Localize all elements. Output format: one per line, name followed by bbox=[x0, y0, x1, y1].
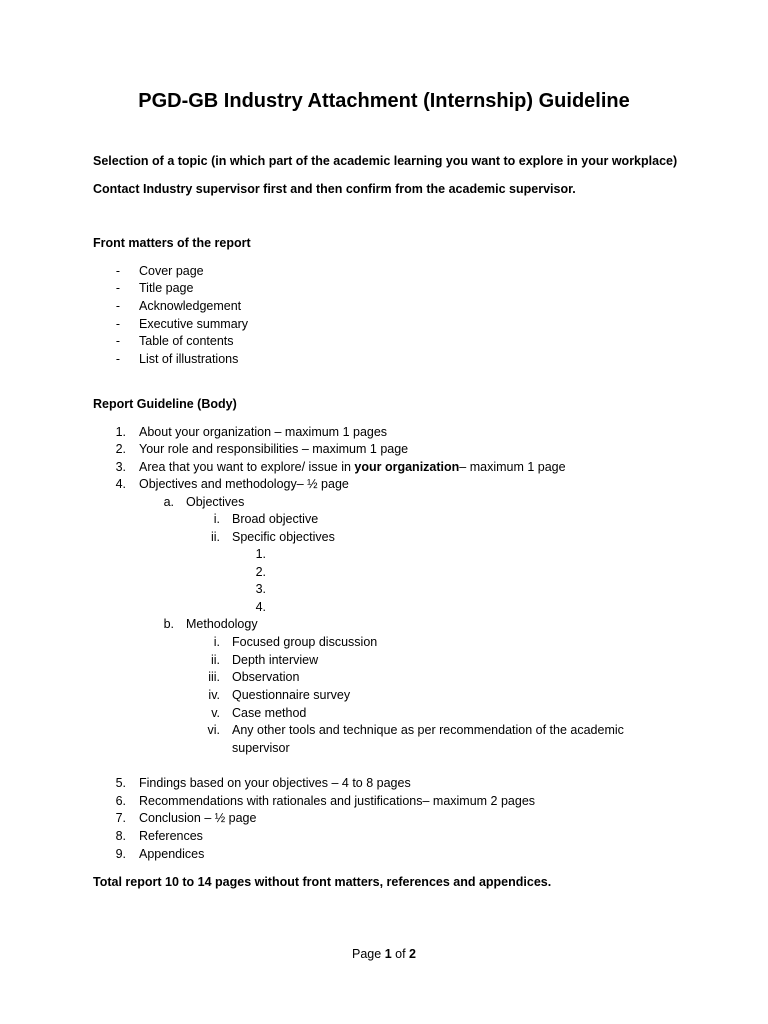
document-title: PGD-GB Industry Attachment (Internship) Guideline bbox=[138, 90, 630, 112]
dash-marker: - bbox=[115, 264, 120, 278]
page-number: 1 bbox=[384, 947, 392, 961]
emphasis-text: your organization bbox=[354, 460, 460, 474]
dash-marker: - bbox=[115, 352, 120, 366]
page-footer: Page 1 of 2 bbox=[352, 947, 416, 961]
total-pages-note: Total report 10 to 14 pages without front matters, references and appendices. bbox=[93, 875, 552, 889]
dash-marker: - bbox=[115, 299, 120, 313]
document-page: PGD-GB Industry Attachment (Internship) Guideline Selection of a topic (in which part of the academic learning you want to explore in your workplace) Contact Industry supervisor first and then confirm from the academic supervisor. Front matters of the report - Cover page - Title page - Acknowledgement - Executive summary - Table of contents - List of illustrations Report Guideline (Body) 1. About your organization – maximum 1 pages 2. Your role and responsibilities – maximum 1 page 3. Area that you want to explore/ issue in your organization– maximum 1 page 4. Objectives and methodology– ½ page a. Objectives i. Broad objective ii. Specific objectives 1. 2. 3. 4. b. Methodology i. Focused group discussion ii. Depth interview iii. Observation iv. Questionnaire survey v. Case method vi. Any other tools and technique as per recommendation of the academic supervisor 5. Findings based on your objectives – 4 to 8 pages 6. Recommendations with rationales and justifications– maximum 2 pages 7. Conclusion – ½ page 8. References 9. Appendices Total report 10 to 14 pages without front matters, references and appendices. Page 1 of 2 bbox=[0, 0, 768, 1024]
dash-marker: - bbox=[115, 317, 120, 331]
intro-contact-line: Contact Industry supervisor first and then confirm from the academic supervisor. bbox=[93, 182, 576, 196]
body-guideline-heading: Report Guideline (Body) bbox=[93, 397, 237, 411]
dash-marker: - bbox=[115, 281, 120, 295]
page-total: 2 bbox=[409, 947, 416, 961]
intro-topic-line: Selection of a topic (in which part of the academic learning you want to explore in your workplace) bbox=[93, 154, 678, 168]
dash-marker: - bbox=[115, 334, 120, 348]
front-matters-heading: Front matters of the report bbox=[93, 236, 251, 250]
